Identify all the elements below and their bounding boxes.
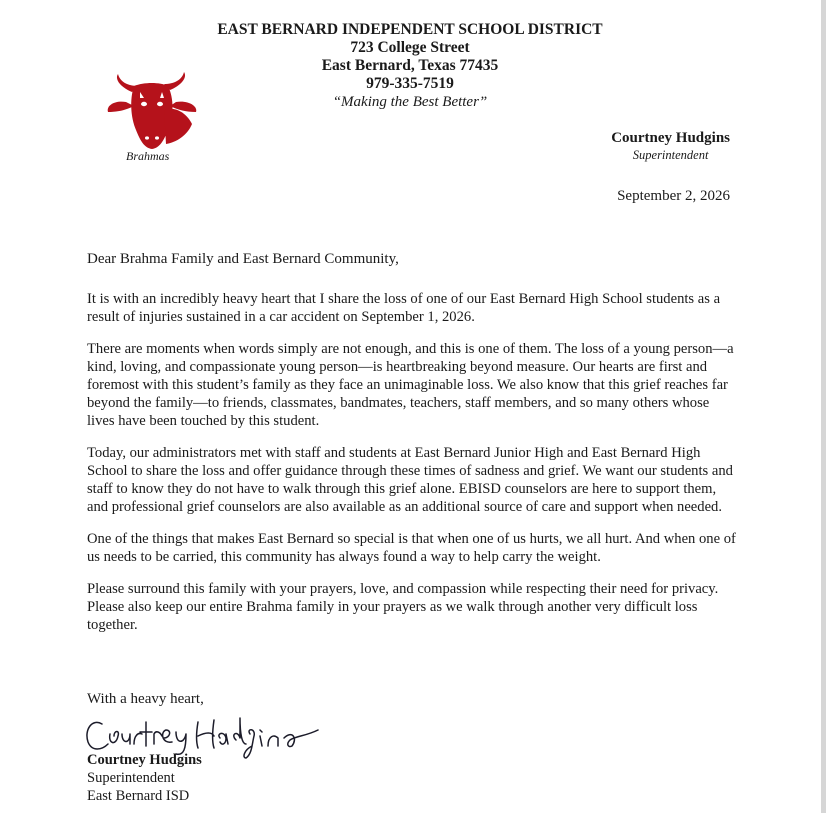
paragraph: Today, our administrators met with staff and students at East Bernard Junior High and East Bernard High School to share the loss and offer guidance through these times of sadness and grief. We want our students and staff to know they do not have to walk through this grief alone. EBISD counselors are here to support them, and professional grief counselors are also available as an additional source of care and support when needed. <box>87 445 733 515</box>
superintendent-name: Courtney Hudgins <box>611 130 730 146</box>
logo-caption: Brahmas <box>126 149 170 163</box>
letter-body <box>87 290 737 648</box>
superintendent-block <box>611 129 730 163</box>
brahma-bull-icon <box>104 72 200 150</box>
district-motto: “Making the Best Better” <box>332 94 488 110</box>
salutation: Dear Brahma Family and East Bernard Community, <box>87 251 399 267</box>
paragraph: Please surround this family with your prayers, love, and compassion while respecting their need for privacy. Please also keep our entire Brahma family in your prayers as we walk through another very difficult loss together. <box>87 581 719 633</box>
district-city: East Bernard, Texas 77435 <box>321 57 499 74</box>
district-phone: 979-335-7519 <box>366 75 454 92</box>
signatory-title: Superintendent <box>87 770 175 786</box>
paragraph: There are moments when words simply are not enough, and this is one of them. The loss of a young person—a kind, loving, and compassionate young person—is heartbreaking beyond measure. Our hearts are first and foremost with this student’s family as they face an unimaginable loss. We also know that this grief reaches far beyond the family—to friends, classmates, bandmates, teachers, staff members, and so many others whose lives have been touched by this student. <box>87 341 734 429</box>
district-name: EAST BERNARD INDEPENDENT SCHOOL DISTRICT <box>217 21 603 38</box>
page-edge <box>821 0 826 813</box>
letterhead <box>200 21 620 111</box>
paragraph: It is with an incredibly heavy heart that I share the loss of one of our East Bernard High School students as a result of injuries sustained in a car accident on September 1, 2026. <box>87 291 721 325</box>
letter-date: September 2, 2026 <box>617 188 730 204</box>
signatory-organization: East Bernard ISD <box>87 788 190 804</box>
signatory-name: Courtney Hudgins <box>87 752 202 768</box>
paragraph: One of the things that makes East Bernard so special is that when one of us hurts, we all hurt. And when one of us needs to be carried, this community has always found a way to help carry the weight. <box>87 531 736 565</box>
superintendent-title: Superintendent <box>632 148 709 162</box>
closing: With a heavy heart, <box>87 691 204 707</box>
district-street: 723 College Street <box>350 39 470 56</box>
